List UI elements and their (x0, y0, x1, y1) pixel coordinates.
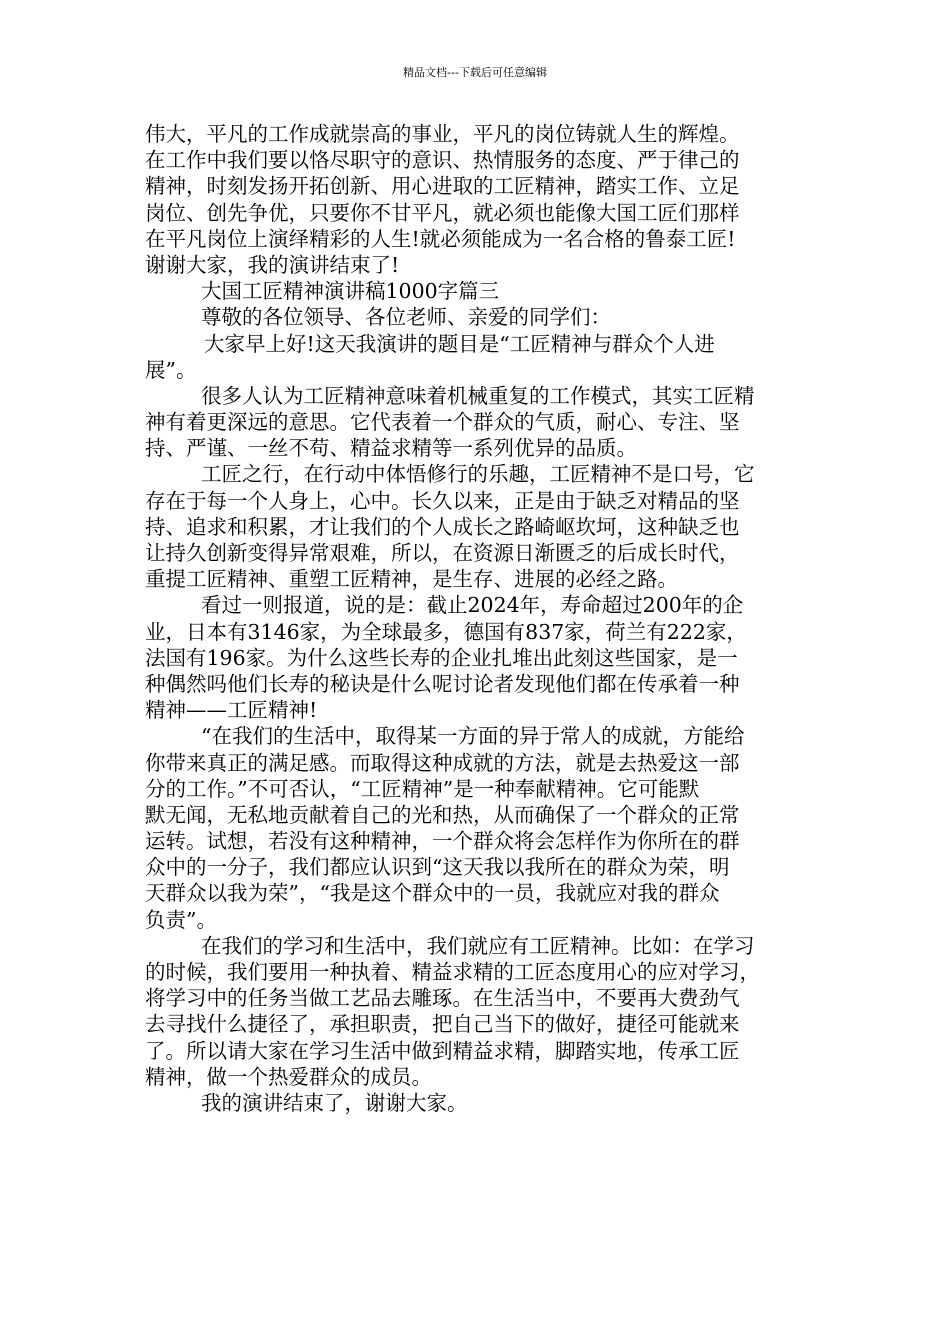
section-heading: 大国工匠精神演讲稿1000字篇三 (201, 279, 500, 304)
text-line: 岗位、创先争优，只要你不甘平凡，就必须也能像大国工匠们那样 (145, 200, 740, 225)
text-line: 精神，做一个热爱群众的成员。 (145, 1064, 432, 1089)
text-line: 大家早上好!这天我演讲的题目是“工匠精神与群众个人进 (204, 331, 715, 356)
text-line: 分的工作。”不可否认，“工匠精神”是一种奉献精神。它可能默 (145, 776, 700, 801)
text-line: 的时候，我们要用一种执着、精益求精的工匠态度用心的应对学习， (145, 960, 760, 984)
text-line: 很多人认为工匠精神意味着机械重复的工作模式，其实工匠精 (201, 383, 755, 408)
text-line: 在我们的学习和生活中，我们就应有工匠精神。比如：在学习 (201, 933, 755, 958)
text-line: 法国有196家。为什么这些长寿的企业扎堆出此刻这些国家，是一 (145, 645, 738, 670)
salutation: 尊敬的各位领导、各位老师、亲爱的同学们： (201, 305, 611, 330)
text-line: 看过一则报道，说的是：截止2024年，寿命超过200年的企 (201, 593, 744, 618)
text-line: 神有着更深远的意思。它代表着一个群众的气质，耐心、专注、坚 (145, 410, 740, 435)
text-line: 负责”。 (145, 907, 217, 932)
text-line: 默无闻，无私地贡献着自己的光和热，从而确保了一个群众的正常 (145, 802, 740, 827)
text-line: 持、追求和积累，才让我们的个人成长之路崎岖坎坷，这种缺乏也 (145, 514, 740, 539)
text-line: 持、严谨、一丝不苟、精益求精等一系列优异的品质。 (145, 436, 637, 461)
text-line: 你带来真正的满足感。而取得这种成就的方法，就是去热爱这一部 (145, 750, 740, 775)
text-line: 在平凡岗位上演绎精彩的人生!就必须能成为一名合格的鲁泰工匠! (145, 226, 736, 251)
text-line: 伟大，平凡的工作成就崇高的事业，平凡的岗位铸就人生的辉煌。 (145, 122, 740, 146)
text-line: 精神，时刻发扬开拓创新、用心进取的工匠精神，踏实工作、立足 (145, 174, 740, 199)
text-line: “在我们的生活中，取得某一方面的异于常人的成就，方能给 (201, 724, 745, 749)
text-line: 存在于每一个人身上，心中。长久以来，正是由于缺乏对精品的坚 (145, 488, 740, 513)
text-line: 精神——工匠精神! (145, 698, 318, 723)
text-line: 众中的一分子，我们都应认识到“这天我以我所在的群众为荣，明 (145, 855, 730, 880)
text-line: 去寻找什么捷径了，承担职责，把自己当下的做好，捷径可能就来 (145, 1012, 740, 1037)
text-line: 展”。 (145, 357, 197, 382)
closing-line: 我的演讲结束了，谢谢大家。 (201, 1090, 468, 1115)
text-line: 谢谢大家，我的演讲结束了! (145, 252, 400, 277)
text-line: 在工作中我们要以恪尽职守的意识、热情服务的态度、严于律己的 (145, 148, 740, 173)
text-line: 了。所以请大家在学习生活中做到精益求精，脚踏实地，传承工匠 (145, 1038, 740, 1063)
text-line: 将学习中的任务当做工艺品去雕琢。在生活当中，不要再大费劲气 (145, 986, 740, 1011)
text-line: 重提工匠精神、重塑工匠精神，是生存、进展的必经之路。 (145, 567, 678, 592)
text-line: 种偶然吗他们长寿的秘诀是什么呢讨论者发现他们都在传承着一种 (145, 671, 740, 696)
text-line: 运转。试想，若没有这种精神，一个群众将会怎样作为你所在的群 (145, 829, 740, 854)
page-header: 精品文档---下载后可任意编辑 (403, 66, 547, 79)
text-line: 工匠之行，在行动中体悟修行的乐趣，工匠精神不是口号，它 (201, 462, 755, 487)
text-line: 天群众以我为荣”，“我是这个群众中的一员，我就应对我的群众 (145, 881, 720, 906)
document-body (145, 121, 825, 1116)
text-line: 业，日本有3146家，为全球最多，德国有837家，荷兰有222家， (145, 619, 747, 644)
text-line: 让持久创新变得异常艰难，所以，在资源日渐匮乏的后成长时代， (145, 541, 740, 565)
